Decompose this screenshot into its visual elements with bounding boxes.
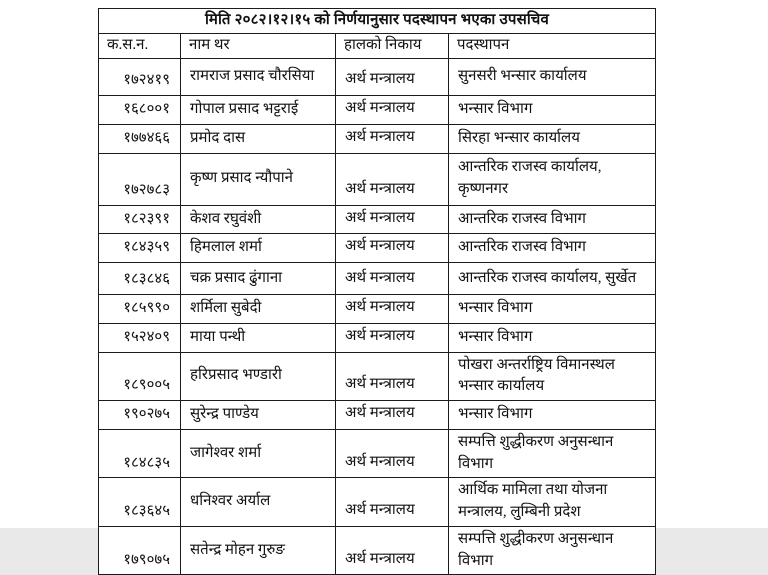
placement-table — [98, 8, 656, 575]
employee-name-cell: सुरेन्द्र पाण्डेय — [181, 401, 336, 430]
serial-number-cell: १८३६४५ — [99, 478, 181, 527]
serial-number-cell: १८२३९१ — [99, 205, 181, 234]
placement-cell: सिरहा भन्सार कार्यालय — [449, 124, 656, 153]
current-agency-cell: अर्थ मन्त्रालय — [336, 352, 449, 401]
table-row — [99, 295, 656, 324]
serial-number-cell: १७२७८३ — [99, 153, 181, 205]
serial-number-cell: १८४८३५ — [99, 429, 181, 478]
current-agency-cell: अर्थ मन्त्रालय — [336, 59, 449, 96]
current-agency-cell: अर्थ मन्त्रालय — [336, 96, 449, 125]
employee-name-cell: चक्र प्रसाद ढुंगाना — [181, 263, 336, 295]
employee-name-cell: हरिप्रसाद भण्डारी — [181, 352, 336, 401]
employee-name-cell: रामराज प्रसाद चौरसिया — [181, 59, 336, 96]
current-agency-cell: अर्थ मन्त्रालय — [336, 124, 449, 153]
placement-cell: आन्तरिक राजस्व कार्यालय, सुर्खेत — [449, 263, 656, 295]
placement-cell: आर्थिक मामिला तथा योजना मन्त्रालय, लुम्बिनी प्रदेश — [449, 478, 656, 527]
placement-cell: भन्सार विभाग — [449, 323, 656, 352]
current-agency-cell: अर्थ मन्त्रालय — [336, 263, 449, 295]
serial-number-cell: १७९०७५ — [99, 526, 181, 575]
employee-name-cell: शर्मिला सुबेदी — [181, 295, 336, 324]
table-row — [99, 153, 656, 205]
employee-name-cell: प्रमोद दास — [181, 124, 336, 153]
employee-name-cell: हिमलाल शर्मा — [181, 234, 336, 263]
employee-name-cell: माया पन्थी — [181, 323, 336, 352]
current-agency-cell: अर्थ मन्त्रालय — [336, 234, 449, 263]
table-row — [99, 205, 656, 234]
placement-cell: सुनसरी भन्सार कार्यालय — [449, 59, 656, 96]
placement-cell: आन्तरिक राजस्व विभाग — [449, 205, 656, 234]
serial-number-cell: १६८००१ — [99, 96, 181, 125]
serial-number-cell: १७२४१९ — [99, 59, 181, 96]
current-agency-cell: अर्थ मन्त्रालय — [336, 295, 449, 324]
serial-number-cell: १५२४०९ — [99, 323, 181, 352]
current-agency-cell: अर्थ मन्त्रालय — [336, 153, 449, 205]
table-body — [99, 59, 656, 575]
table-row — [99, 352, 656, 401]
serial-number-cell: १८९००५ — [99, 352, 181, 401]
serial-number-cell: १८३८४६ — [99, 263, 181, 295]
current-agency-cell: अर्थ मन्त्रालय — [336, 323, 449, 352]
column-header-placement: पदस्थापन — [449, 34, 656, 59]
table-row — [99, 429, 656, 478]
table-row — [99, 96, 656, 125]
employee-name-cell: गोपाल प्रसाद भट्टराई — [181, 96, 336, 125]
current-agency-cell: अर्थ मन्त्रालय — [336, 401, 449, 430]
table-row — [99, 124, 656, 153]
table-row — [99, 526, 656, 575]
column-header-current-agency: हालको निकाय — [336, 34, 449, 59]
table-header-row — [99, 34, 656, 59]
current-agency-cell: अर्थ मन्त्रालय — [336, 429, 449, 478]
placement-cell: आन्तरिक राजस्व कार्यालय, कृष्णनगर — [449, 153, 656, 205]
column-header-name: नाम थर — [181, 34, 336, 59]
table-row — [99, 401, 656, 430]
placement-cell: भन्सार विभाग — [449, 96, 656, 125]
employee-name-cell: कृष्ण प्रसाद न्यौपाने — [181, 153, 336, 205]
table-title: मिति २०८२।१२।१५ को निर्णयानुसार पदस्थापन भएका उपसचिव — [99, 9, 656, 34]
table-row — [99, 478, 656, 527]
table-title-row — [99, 9, 656, 34]
table-row — [99, 263, 656, 295]
placement-cell: सम्पत्ति शुद्धीकरण अनुसन्धान विभाग — [449, 429, 656, 478]
table-row — [99, 234, 656, 263]
current-agency-cell: अर्थ मन्त्रालय — [336, 478, 449, 527]
serial-number-cell: १७७४६६ — [99, 124, 181, 153]
placement-cell: सम्पत्ति शुद्धीकरण अनुसन्धान विभाग — [449, 526, 656, 575]
table-row — [99, 323, 656, 352]
placement-cell: पोखरा अन्तर्राष्ट्रिय विमानस्थल भन्सार कार्यालय — [449, 352, 656, 401]
placement-cell: भन्सार विभाग — [449, 401, 656, 430]
serial-number-cell: १८४३५९ — [99, 234, 181, 263]
serial-number-cell: १८५९९० — [99, 295, 181, 324]
current-agency-cell: अर्थ मन्त्रालय — [336, 526, 449, 575]
serial-number-cell: १९०२७५ — [99, 401, 181, 430]
table-row — [99, 59, 656, 96]
employee-name-cell: केशव रघुवंशी — [181, 205, 336, 234]
employee-name-cell: धनिश्वर अर्याल — [181, 478, 336, 527]
current-agency-cell: अर्थ मन्त्रालय — [336, 205, 449, 234]
placement-cell: आन्तरिक राजस्व विभाग — [449, 234, 656, 263]
employee-name-cell: जागेश्वर शर्मा — [181, 429, 336, 478]
employee-name-cell: सतेन्द्र मोहन गुरुङ — [181, 526, 336, 575]
placement-cell: भन्सार विभाग — [449, 295, 656, 324]
column-header-serial-number: क.स.न. — [99, 34, 181, 59]
